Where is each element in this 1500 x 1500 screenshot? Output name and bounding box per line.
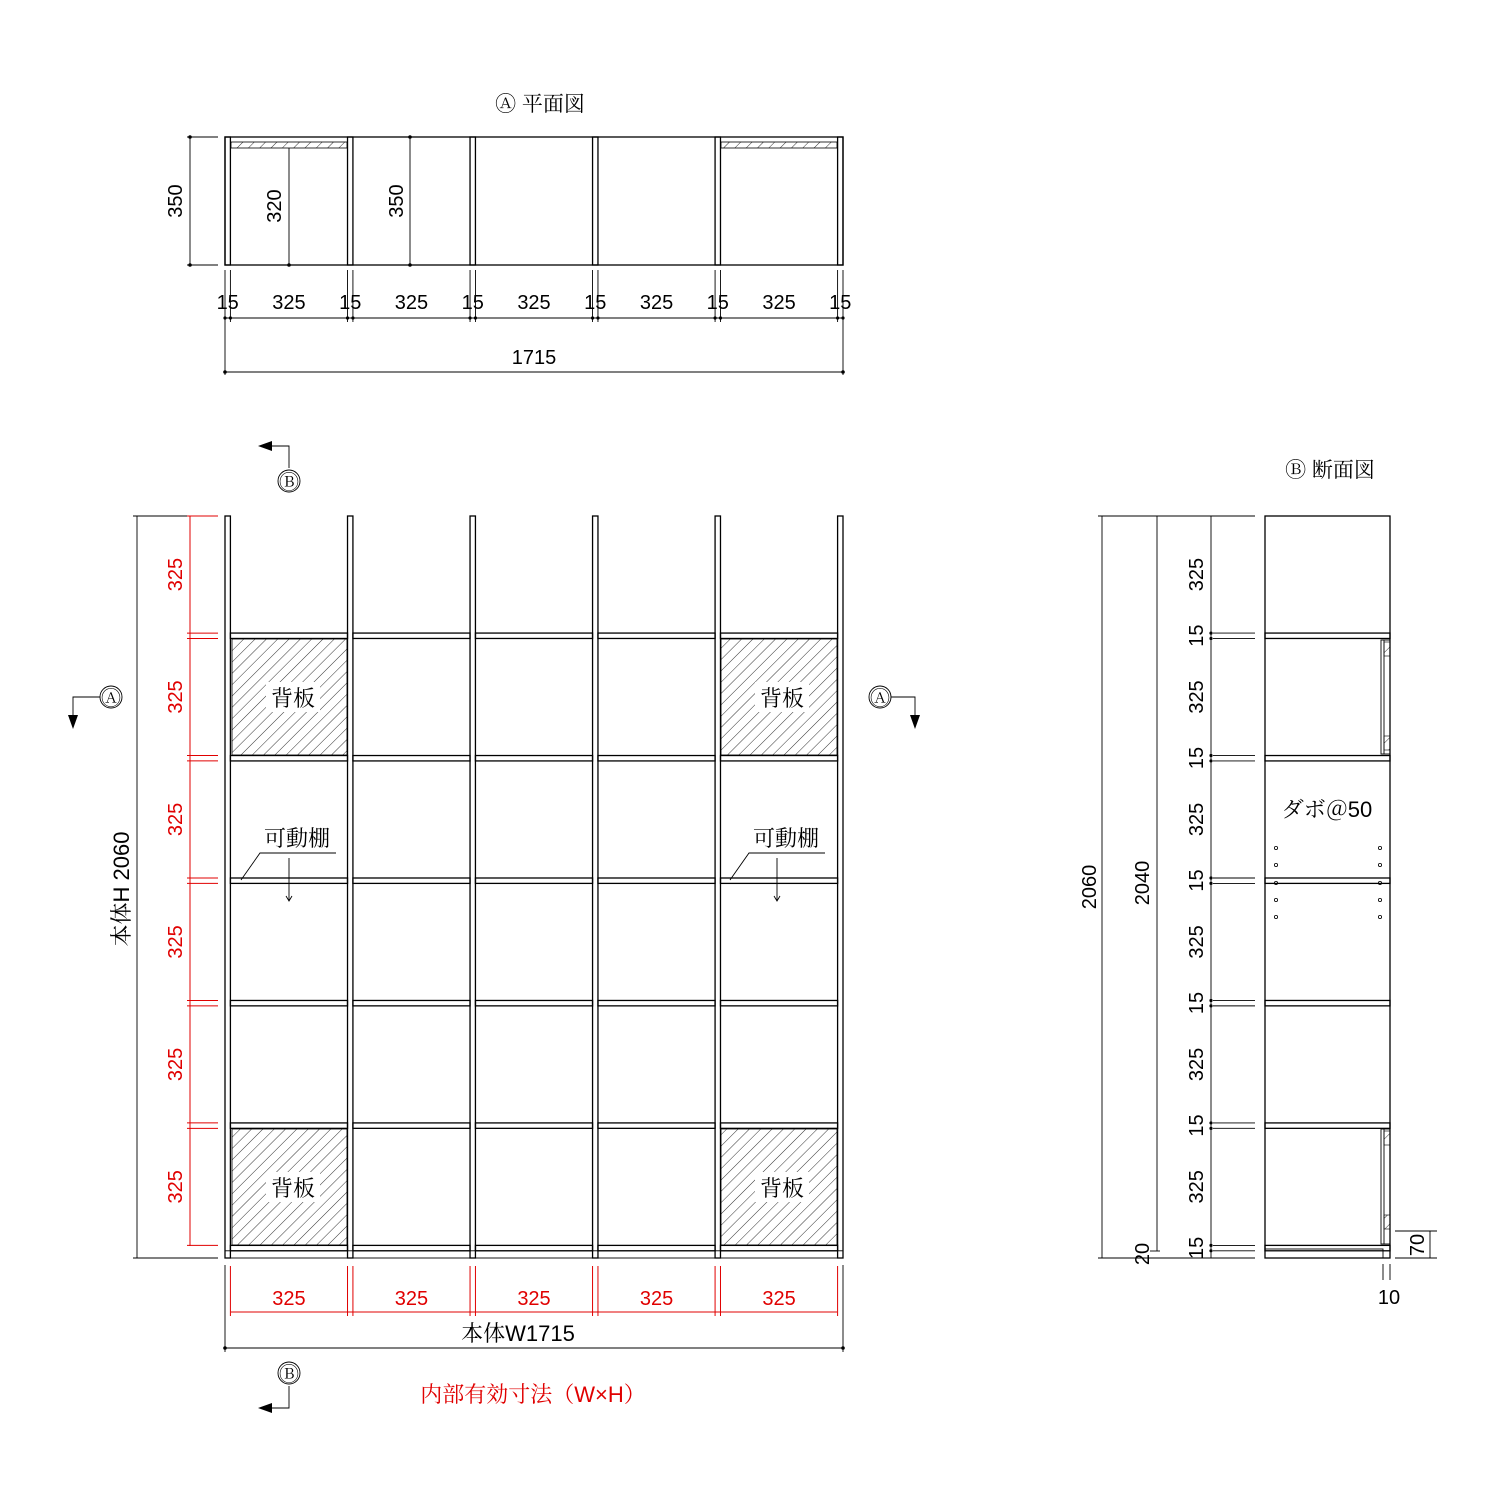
dowel-hole [1378,846,1381,849]
plan-panel [838,137,843,265]
section-bay-height: 325 [1186,1047,1208,1082]
front-inner-width: 325 [639,1288,674,1310]
section-bay-height: 325 [1186,802,1208,837]
plan-panel-thickness: 15 [829,292,852,314]
section-b-marker-top [258,441,300,494]
front-inner-height-dims [165,516,218,1246]
plan-panel-thickness: 15 [706,292,729,314]
section-height-chain [1186,558,1213,1259]
section-title: Ⓑ 断面図 [1285,459,1375,482]
front-shelf [353,1123,470,1128]
section-shelf-thickness: 15 [1186,624,1208,647]
front-inner-height: 325 [165,1170,187,1204]
movable-shelf-callout-left [241,826,336,901]
front-vertical-panel [593,516,598,1258]
front-inner-width-dims [230,1266,837,1316]
section-shelf [1265,1123,1390,1128]
front-shelf [475,1245,592,1250]
plan-depth-inner: 320 [264,189,286,223]
section-bay-height: 325 [1186,925,1208,959]
section-shelf-thickness: 15 [1186,869,1208,892]
front-inner-width: 325 [517,1288,551,1310]
front-height-label: 本体H 2060 [109,831,134,947]
section-shelf [1265,756,1390,761]
front-inner-height: 325 [165,1047,187,1082]
plan-panel-thickness: 15 [216,292,239,314]
movable-shelf-callout-right [730,826,825,901]
section-depth-10: 10 [1377,1287,1401,1309]
front-shelf [720,1245,837,1250]
svg-text:Ⓑ: Ⓑ [279,1364,299,1386]
plan-view [165,93,851,375]
section-depth-70: 70 [1407,1233,1429,1257]
front-plinth [225,1251,843,1258]
section-shelf-thickness: 15 [1186,1114,1208,1137]
plan-panel [593,137,598,265]
svg-text:可動棚: 可動棚 [263,826,331,851]
plan-panel [348,137,353,265]
inner-dimension-note: 内部有効寸法（W×H） [420,1382,646,1407]
svg-text:Ⓑ: Ⓑ [279,472,299,494]
front-shelf [475,1123,592,1128]
front-inner-height: 325 [165,925,187,959]
front-shelf [353,878,470,883]
svg-text:Ⓐ: Ⓐ [870,688,890,710]
section-total-height: 2060 [1079,864,1101,910]
front-shelf [720,756,837,761]
plan-depth-outer: 350 [165,184,187,218]
section-shelf [1265,1245,1390,1250]
back-panel-label: 背板 [759,686,805,711]
front-vertical-panel [225,516,230,1258]
plan-total-width: 1715 [511,347,557,369]
front-inner-height: 325 [165,802,187,837]
plan-panel-thickness: 15 [339,292,362,314]
plan-panel [225,137,230,265]
section-view [1079,459,1437,1309]
dowel-label: ダボ＠50 [1281,797,1373,822]
front-inner-width: 325 [394,1288,429,1310]
plan-panel-thickness: 15 [584,292,607,314]
back-panel-label: 背板 [270,686,316,711]
section-shelf [1265,878,1390,883]
front-shelf [230,1000,347,1005]
front-shelf [475,633,592,638]
section-shelf [1265,633,1390,638]
dowel-hole [1378,898,1381,901]
front-shelf [598,633,715,638]
plan-panel [470,137,475,265]
plan-bay-width: 325 [394,292,429,314]
front-inner-height: 325 [165,680,187,714]
front-vertical-panel [838,516,843,1258]
front-shelf [353,633,470,638]
plan-vertical-panels [225,137,843,265]
front-vertical-panel [715,516,720,1258]
front-width-label: 本体W1715 [461,1321,575,1346]
front-shelf [598,878,715,883]
dowel-holes [1274,846,1381,918]
plan-bay-width: 325 [272,292,306,314]
section-shelf [1265,1000,1390,1005]
front-inner-width: 325 [272,1288,306,1310]
front-shelf [475,756,592,761]
section-shelf-thickness: 15 [1186,1236,1208,1260]
front-shelf [353,1245,470,1250]
front-shelf [598,1123,715,1128]
section-bay-height: 325 [1186,557,1208,592]
back-panel-label: 背板 [270,1176,316,1201]
front-shelf [598,756,715,761]
front-shelf [598,1000,715,1005]
front-shelf [353,1000,470,1005]
front-vertical-panel [348,516,353,1258]
front-shelf [720,878,837,883]
front-shelf [720,633,837,638]
plan-depth-mid: 350 [386,184,408,218]
front-shelf [230,756,347,761]
section-a-marker-right [869,686,920,729]
svg-text:可動棚: 可動棚 [752,826,820,851]
dowel-hole [1378,863,1381,866]
front-inner-width: 325 [762,1288,796,1310]
dowel-hole [1274,863,1277,866]
front-inner-height: 325 [165,557,187,592]
section-a-marker-left [68,686,122,729]
front-shelf [720,1000,837,1005]
section-body-height: 2040 [1132,860,1154,906]
plan-bay-width: 325 [762,292,796,314]
front-shelf [230,1245,347,1250]
plan-panel-thickness: 15 [461,292,484,314]
svg-text:Ⓐ: Ⓐ [101,688,121,710]
front-shelf [720,1123,837,1128]
dowel-hole [1274,915,1277,918]
front-shelf [475,1000,592,1005]
plan-bay-width: 325 [517,292,551,314]
section-bay-height: 325 [1186,680,1208,714]
front-elevation [68,441,920,1413]
front-shelf [230,633,347,638]
dowel-hole [1274,898,1277,901]
front-shelf [598,1245,715,1250]
section-plinth: 20 [1132,1242,1154,1266]
section-bay-height: 325 [1186,1170,1208,1204]
front-vertical-panel [470,516,475,1258]
dowel-hole [1378,915,1381,918]
plan-title: Ⓐ 平面図 [495,93,585,116]
plan-panel [715,137,720,265]
plan-bay-width: 325 [639,292,674,314]
dowel-hole [1274,846,1277,849]
back-panel-label: 背板 [759,1176,805,1201]
section-shelf-thickness: 15 [1186,746,1208,770]
front-shelf [475,878,592,883]
front-shelf [353,756,470,761]
section-shelf-thickness: 15 [1186,991,1208,1015]
section-shelves [1213,633,1390,1251]
section-b-marker-bottom [258,1362,300,1413]
front-shelf [230,1123,347,1128]
plan-width-chain [217,270,852,322]
